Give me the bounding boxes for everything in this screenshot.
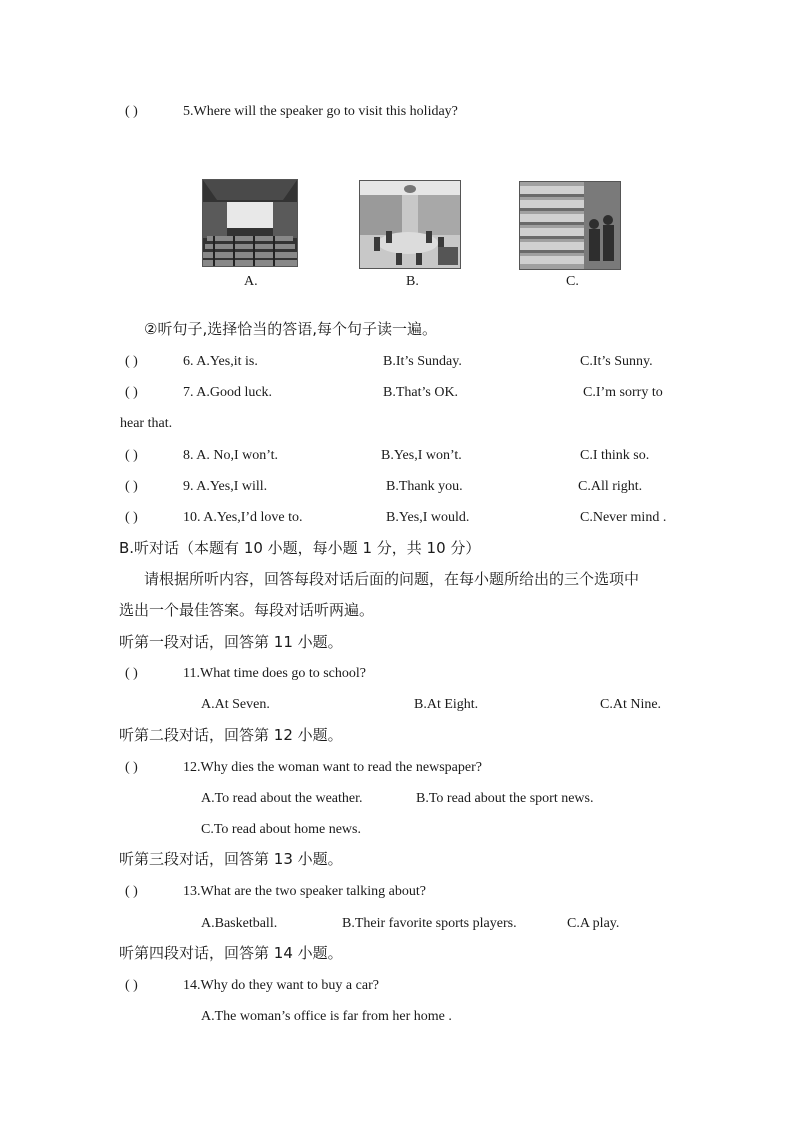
q14-text: 14.Why do they want to buy a car? <box>183 978 379 993</box>
q12-option-a: A.To read about the weather. <box>201 791 363 806</box>
q14-option-a: A.The woman’s office is far from her home . <box>201 1009 452 1024</box>
q6-option-a: 6. A.Yes,it is. <box>183 354 258 369</box>
part-b-instruction-line2: 选出一个最佳答案。每段对话听两遍。 <box>119 601 375 619</box>
q9-option-c: C.All right. <box>578 479 643 494</box>
cinema-photo-icon <box>202 179 298 267</box>
q8-option-a: 8. A. No,I won’t. <box>183 448 279 463</box>
q13-option-b: B.Their favorite sports players. <box>342 916 517 931</box>
q7-option-c-cont: hear that. <box>120 416 173 431</box>
q5-bracket: ( ) <box>125 104 138 119</box>
picture-b-label: B. <box>406 274 419 289</box>
dialogue4-heading: 听第四段对话，回答第 14 小题。 <box>119 944 343 962</box>
q12-text: 12.Why dies the woman want to read the newspaper? <box>183 760 482 775</box>
section2-heading: ②听句子,选择恰当的答语,每个句子读一遍。 <box>144 320 437 338</box>
q13-text: 13.What are the two speaker talking about? <box>183 884 426 899</box>
picture-a-label: A. <box>244 274 258 289</box>
q9-option-b: B.Thank you. <box>386 479 463 494</box>
dialogue1-heading: 听第一段对话，回答第 11 小题。 <box>119 633 343 651</box>
q6-bracket: ( ) <box>125 354 138 369</box>
q14-bracket: ( ) <box>125 978 138 993</box>
q7-option-a: 7. A.Good luck. <box>183 385 273 400</box>
part-b-heading: B.听对话（本题有 10 小题，每小题 1 分，共 10 分） <box>119 539 481 557</box>
q13-option-c: C.A play. <box>567 916 620 931</box>
q12-bracket: ( ) <box>125 760 138 775</box>
supermarket-photo-icon <box>519 181 621 270</box>
q12-option-c: C.To read about home news. <box>201 822 361 837</box>
q5-text: 5.Where will the speaker go to visit this holiday? <box>183 104 458 119</box>
q10-bracket: ( ) <box>125 510 138 525</box>
q7-bracket: ( ) <box>125 385 138 400</box>
q13-bracket: ( ) <box>125 884 138 899</box>
dialogue3-heading: 听第三段对话，回答第 13 小题。 <box>119 850 343 868</box>
picture-c-label: C. <box>566 274 579 289</box>
meeting-room-photo-icon <box>359 180 461 269</box>
q11-text: 11.What time does go to school? <box>183 666 366 681</box>
q11-option-a: A.At Seven. <box>201 697 270 712</box>
dialogue2-heading: 听第二段对话，回答第 12 小题。 <box>119 726 343 744</box>
q7-option-b: B.That’s OK. <box>383 385 459 400</box>
q10-option-b: B.Yes,I would. <box>386 510 470 525</box>
q13-option-a: A.Basketball. <box>201 916 278 931</box>
q9-bracket: ( ) <box>125 479 138 494</box>
q8-bracket: ( ) <box>125 448 138 463</box>
q9-option-a: 9. A.Yes,I will. <box>183 479 268 494</box>
q6-option-b: B.It’s Sunday. <box>383 354 462 369</box>
q8-option-b: B.Yes,I won’t. <box>381 448 462 463</box>
q7-option-c: C.I’m sorry to <box>583 385 663 400</box>
q10-option-a: 10. A.Yes,I’d love to. <box>183 510 303 525</box>
q11-option-b: B.At Eight. <box>414 697 479 712</box>
q11-option-c: C.At Nine. <box>600 697 662 712</box>
q8-option-c: C.I think so. <box>580 448 650 463</box>
q11-bracket: ( ) <box>125 666 138 681</box>
q12-option-b: B.To read about the sport news. <box>416 791 594 806</box>
part-b-instruction-line1: 请根据所听内容，回答每段对话后面的问题，在每小题所给出的三个选项中 <box>144 570 640 588</box>
q6-option-c: C.It’s Sunny. <box>580 354 653 369</box>
q10-option-c: C.Never mind . <box>580 510 667 525</box>
